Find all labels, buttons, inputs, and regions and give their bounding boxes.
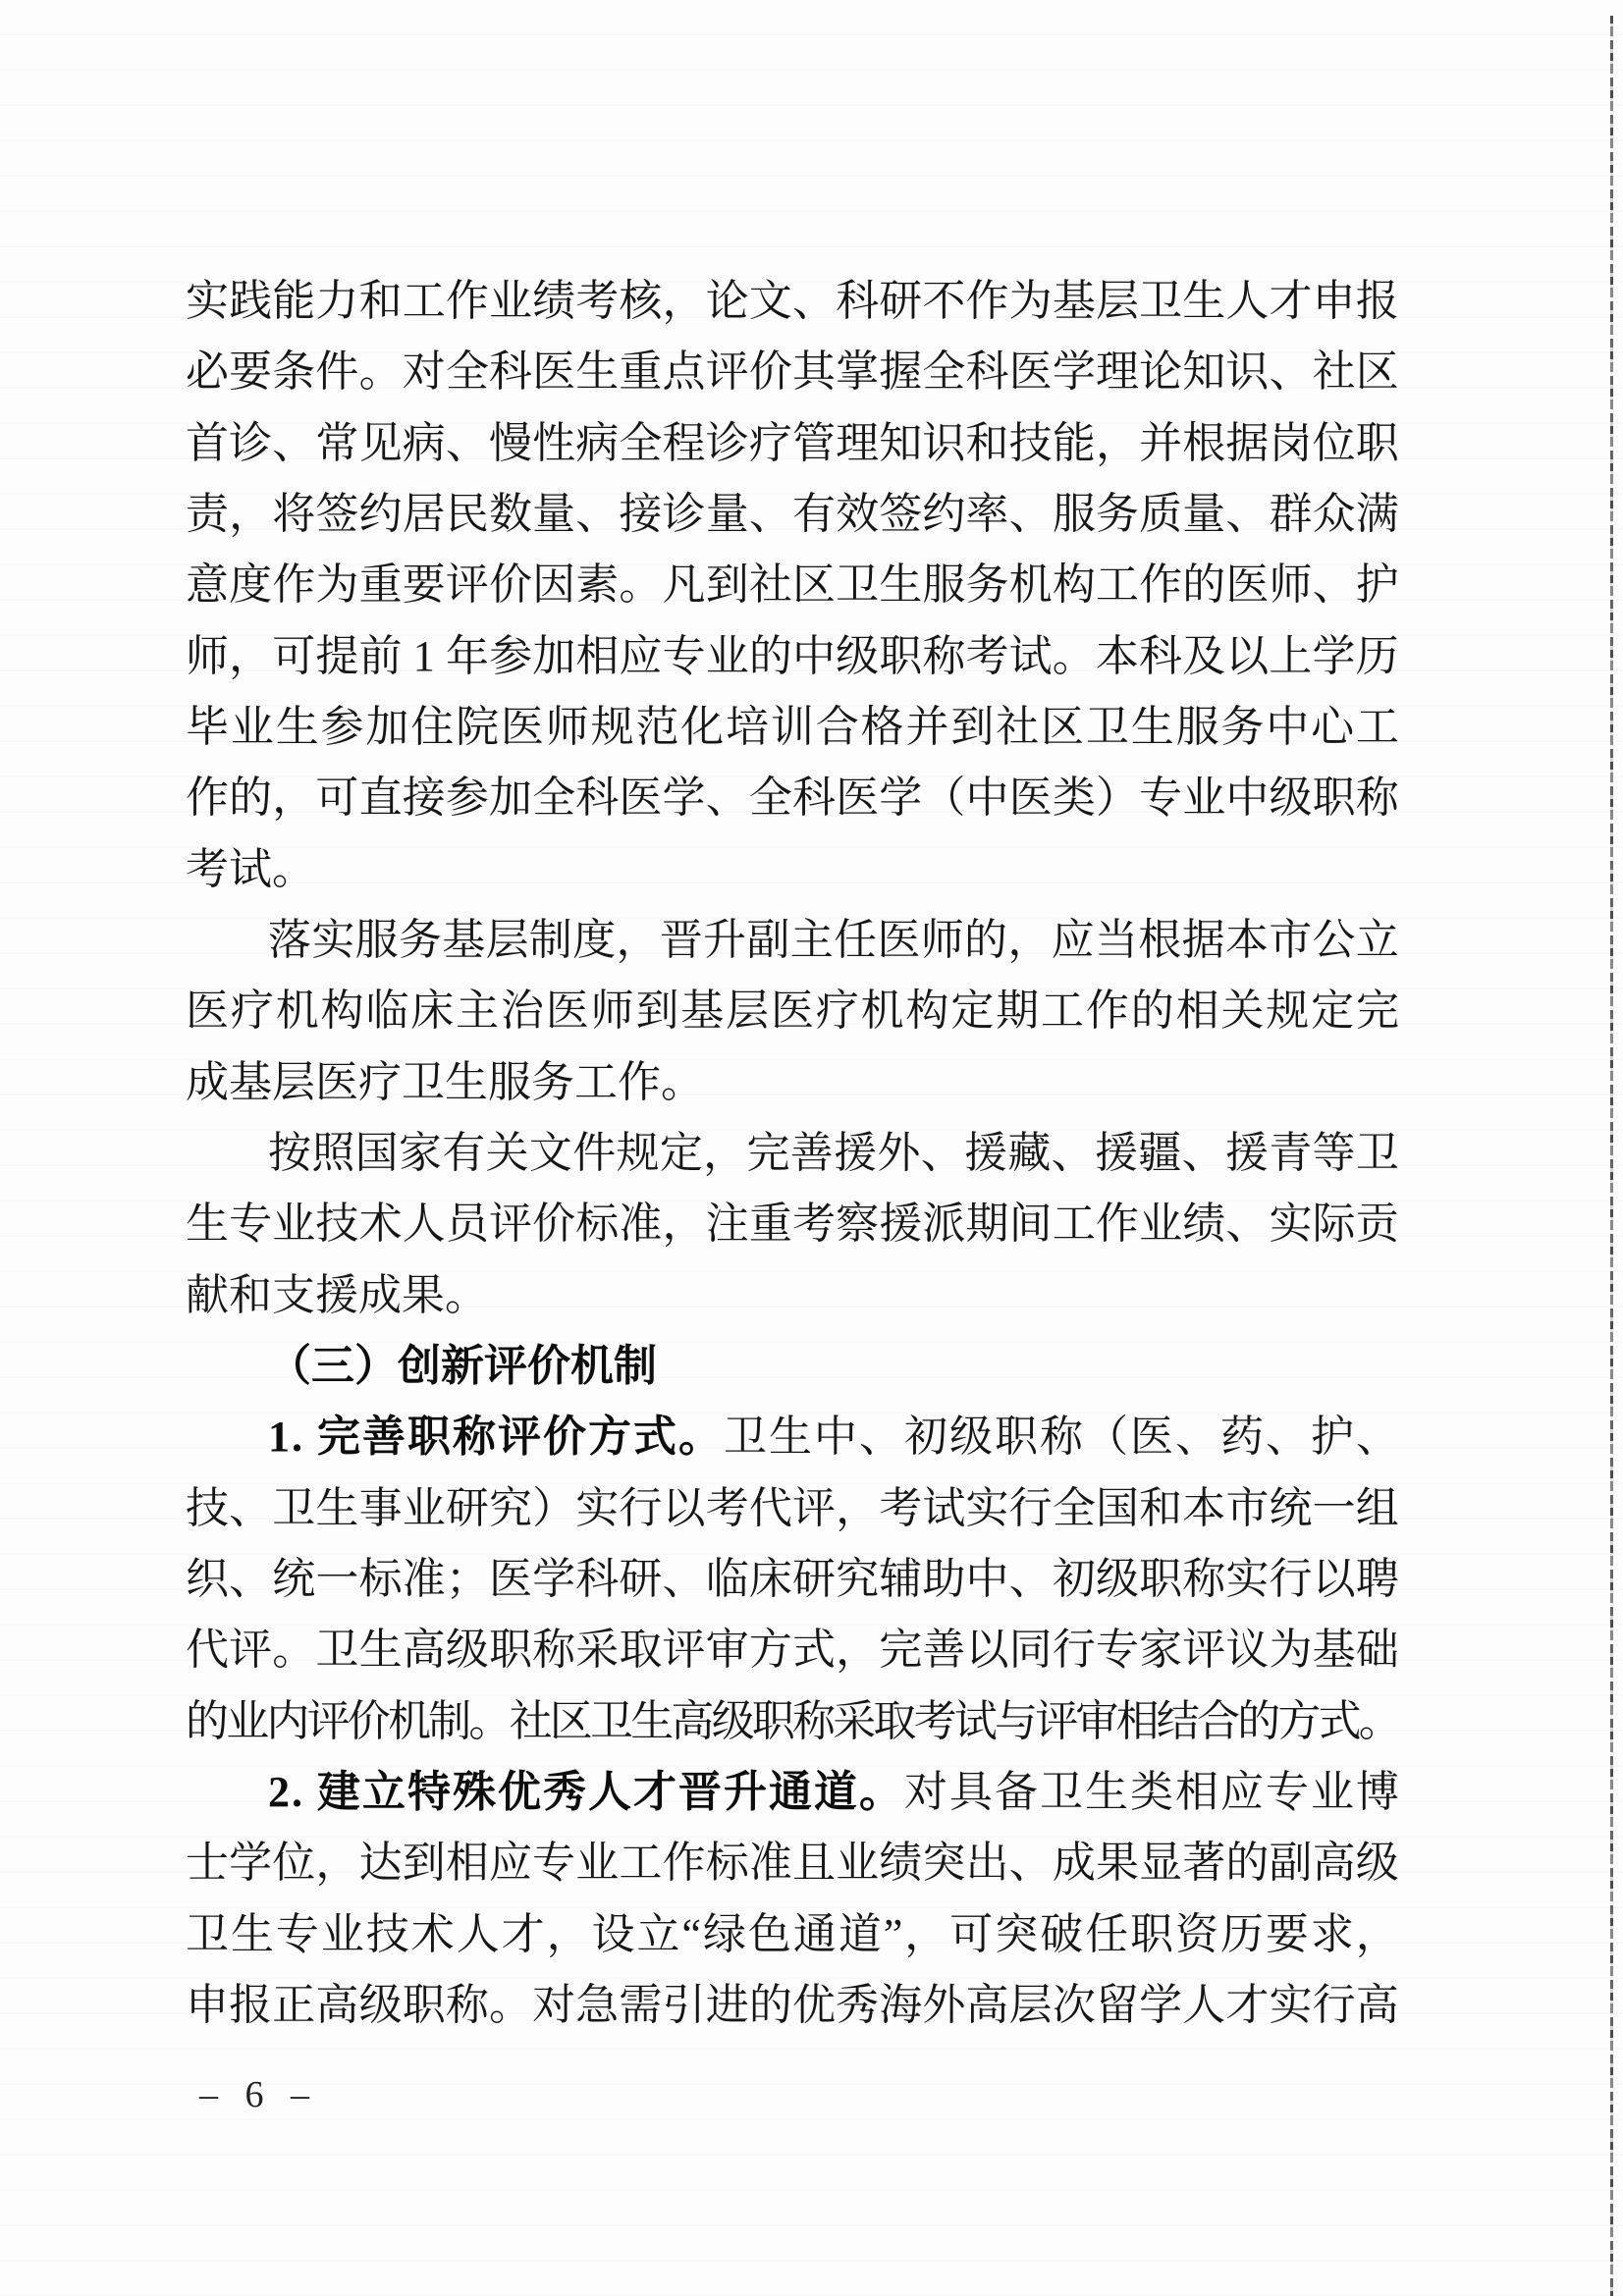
text-line: 意 度 作 为 重 要 评 价 因 素 。 凡 到 社 区 卫 生 服 务 机 构 工 作 的 医 师 、 护 [186,561,1399,610]
text-line: 成基层医疗卫生服务工作。 [186,1057,704,1106]
text-line: 按 照 国 家 有 关 文 件 规 定 ， 完 善 援 外 、 援 藏 、 援 疆 、 援 青 等 卫 [268,1128,1399,1177]
text-line: 必 要 条 件 。 对 全 科 医 生 重 点 评 价 其 掌 握 全 科 医 学 理 论 知 识 、 社 区 [186,347,1399,397]
text-line: 生 专 业 技 术 人 员 评 价 标 准 ， 注 重 考 察 援 派 期 间 工 作 业 绩 、 实 际 贡 [186,1200,1399,1249]
text-line: 技 、 卫 生 事 业 研 究 ） 实 行 以 考 代 评 ， 考 试 实 行 全 国 和 本 市 统 一 组 [186,1483,1399,1532]
text-line: 2 . 建 立 特 殊 优 秀 人 才 晋 升 通 道 。 对 具 备 卫 生 类 相 应 专 业 博 [268,1767,1399,1816]
text-line: 作 的 ， 可 直 接 参 加 全 科 医 学 、 全 科 医 学 （ 中 医 类 ） 专 业 中 级 职 称 [186,774,1399,823]
text-line: 士 学 位 ， 达 到 相 应 专 业 工 作 标 准 且 业 绩 突 出 、 成 果 显 著 的 副 高 级 [186,1839,1399,1888]
text-line: 织 、 统 一 标 准 ； 医 学 科 研 、 临 床 研 究 辅 助 中 、 初 级 职 称 实 行 以 聘 [186,1554,1399,1603]
text-line: 的业内评价机制。社区卫生高级职称采取考试与评审相结合的方式。 [186,1696,1399,1745]
text-line: 申 报 正 高 级 职 称 。 对 急 需 引 进 的 优 秀 海 外 高 层 次 留 学 人 才 实 行 高 [186,1980,1399,2029]
text-line: 责 ， 将 签 约 居 民 数 量 、 接 诊 量 、 有 效 签 约 率 、 服 务 质 量 、 群 众 满 [186,489,1399,538]
scan-edge-artifact [1610,16,1613,2296]
text-line: 医 疗 机 构 临 床 主 治 医 师 到 基 层 医 疗 机 构 定 期 工 作 的 相 关 规 定 完 [186,987,1399,1036]
body-text [186,266,1399,2041]
text-line: 毕 业 生 参 加 住 院 医 师 规 范 化 培 训 合 格 并 到 社 区 卫 生 服 务 中 心 工 [186,702,1399,751]
text-line: 师 ， 可 提 前 1 年 参 加 相 应 专 业 的 中 级 职 称 考 试 。 本 科 及 以 上 学 历 [186,631,1399,680]
page-number [199,2073,315,2116]
page-number-label: – 6 – [199,2074,315,2115]
text-line: （三）创新评价机制 [268,1341,657,1390]
text-line: 1 . 完 善 职 称 评 价 方 式 。 卫 生 中 、 初 级 职 称 （ 医 、 药 、 护 、 [268,1413,1399,1462]
text-line: 首 诊 、 常 见 病 、 慢 性 病 全 程 诊 疗 管 理 知 识 和 技 能 ， 并 根 据 岗 位 职 [186,418,1399,467]
text-line: 代 评 。 卫 生 高 级 职 称 采 取 评 审 方 式 ， 完 善 以 同 行 专 家 评 议 为 基 础 [186,1626,1399,1675]
text-line: 实 践 能 力 和 工 作 业 绩 考 核 ， 论 文 、 科 研 不 作 为 基 层 卫 生 人 才 申 报 [186,277,1399,325]
text-line: 卫 生 专 业 技 术 人 才 ， 设 立 “ 绿 色 通 道 ” ， 可 突 破 任 职 资 历 要 求 ， [186,1909,1399,1958]
text-line: 献和支援成果。 [186,1270,488,1319]
text-line: 落 实 服 务 基 层 制 度 ， 晋 升 副 主 任 医 师 的 ， 应 当 根 据 本 市 公 立 [268,915,1399,964]
text-line: 考试。 [186,844,315,893]
